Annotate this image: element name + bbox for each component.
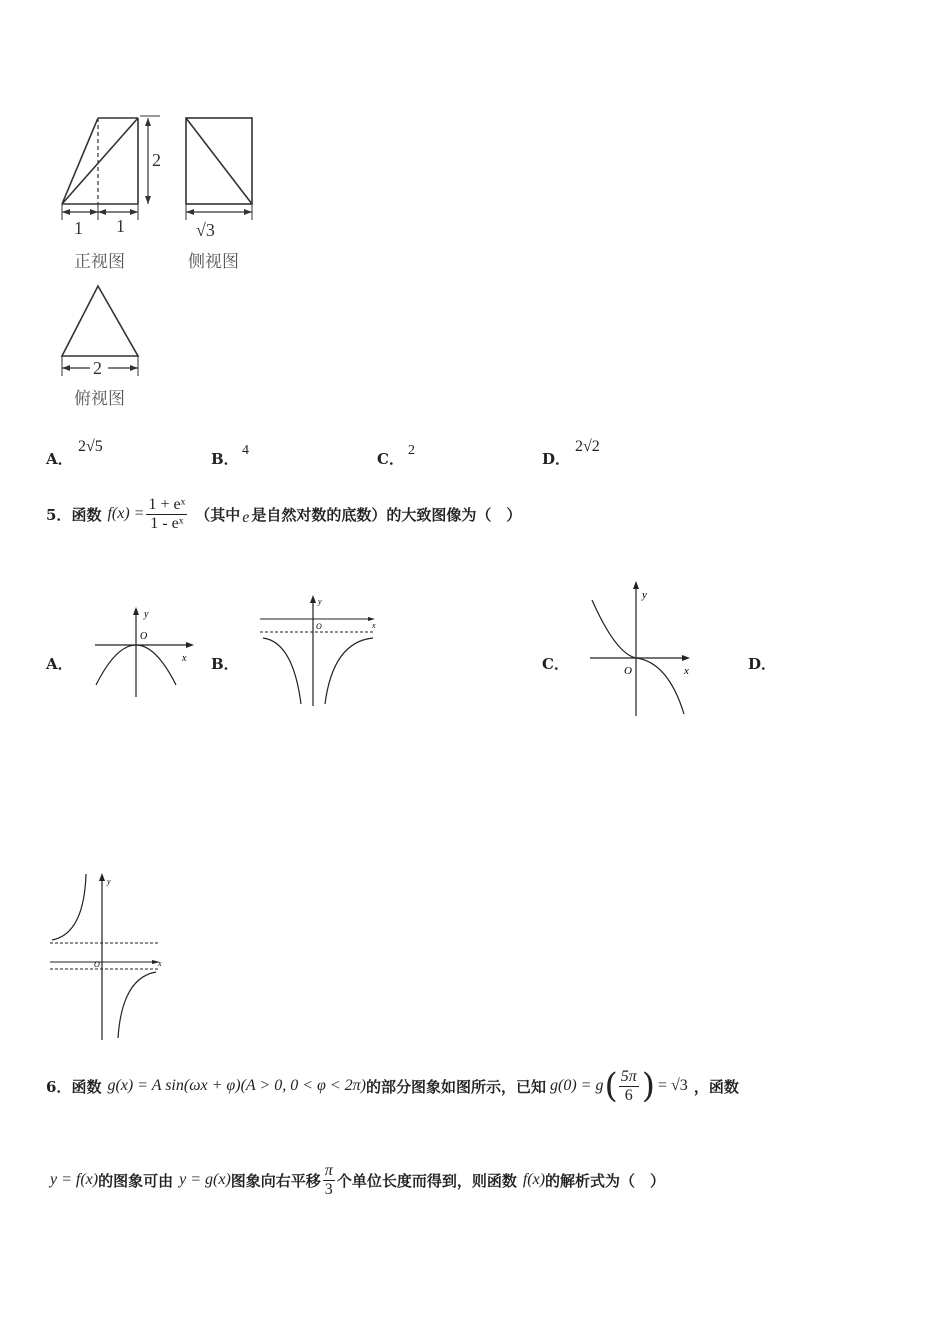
q6-g-definition: g(x) = A sin(ωx + φ)(A > 0, 0 < φ < 2π) <box>107 1077 366 1094</box>
q6-line2-b: 图象向右平移 <box>230 1171 321 1190</box>
q6-paren-left: ( <box>604 1066 618 1106</box>
q6-stem-line2 <box>50 1162 665 1198</box>
q5-graph-b-x-label: x <box>372 621 376 630</box>
q6-line2-d: 的解析式为（ ） <box>545 1171 666 1190</box>
dim-top-label: 2 <box>93 358 102 378</box>
q6-condition-left: g(0) = g <box>550 1077 604 1094</box>
three-views-figure <box>0 100 300 420</box>
q6-shift-fraction <box>323 1162 335 1198</box>
q5-option-d-label: D． <box>748 655 777 673</box>
q6-prefix: 函数 <box>71 1077 102 1096</box>
q5-number: 5． <box>46 505 72 524</box>
q6-line2-a: 的图象可由 <box>98 1171 174 1190</box>
q6-frac-numerator: 5π <box>620 1067 637 1085</box>
q6-line2-f: f(x) <box>522 1171 546 1189</box>
q5-prefix: 函数 <box>71 505 102 524</box>
q5-graph-c-origin: O <box>624 665 632 677</box>
q5-note-rest: 是自然对数的底数）的大致图像为（ ） <box>251 505 522 524</box>
top-view-caption: 俯视图 <box>74 389 125 409</box>
side-view <box>186 118 252 220</box>
q6-frac-denominator: 6 <box>624 1086 633 1104</box>
q6-paren-right: ) <box>641 1066 655 1106</box>
q5-graph-a-x-label: x <box>182 653 187 664</box>
q5-graph-b <box>255 592 385 710</box>
q5-graph-d-origin: O <box>94 960 100 969</box>
q6-shift-denominator: 3 <box>324 1180 333 1198</box>
q5-e-symbol: e <box>242 509 250 527</box>
q5-fraction <box>146 496 187 532</box>
q4-option-d-label: D． <box>542 450 571 468</box>
q4-option-d-value: 2√2 <box>575 438 600 455</box>
side-view-caption: 侧视图 <box>188 252 239 272</box>
q5-option-a-label: A． <box>46 655 73 673</box>
q6-stem-line1 <box>46 1066 739 1106</box>
q5-numerator: 1 + eˣ <box>148 496 186 513</box>
q6-condition-right: = √3 <box>658 1077 688 1094</box>
q4-option-a-value: 2√5 <box>78 438 103 455</box>
q4-option-a-label: A． <box>46 450 73 468</box>
front-view <box>62 116 160 220</box>
q5-graph-c-x-label: x <box>684 665 689 677</box>
q5-option-b-label: B． <box>211 655 239 673</box>
q5-note-open: （其中 <box>195 505 241 524</box>
dim-height-label: 2 <box>152 150 161 170</box>
q6-line2-y-eq-f: y = f(x) <box>50 1171 99 1189</box>
q6-condition-fraction <box>619 1068 639 1104</box>
q5-graph-c <box>582 578 697 718</box>
q5-graph-b-origin: O <box>316 622 322 631</box>
q4-option-b-value: 4 <box>242 443 249 458</box>
q5-denominator: 1 - eˣ <box>150 514 184 532</box>
front-view-caption: 正视图 <box>74 252 125 272</box>
q5-fx: f(x) = <box>107 505 145 523</box>
q6-mid-text: 的部分图象如图所示，已知 <box>365 1077 546 1096</box>
dim-side-label: √3 <box>196 220 215 240</box>
q5-graph-a-origin: O <box>140 631 148 642</box>
q5-graph-a-y-label: y <box>144 609 149 620</box>
q6-line2-c: 个单位长度而得到，则函数 <box>336 1171 517 1190</box>
q4-option-c-label: C． <box>377 450 404 468</box>
q5-graph-c-y-label: y <box>642 589 647 601</box>
dim-left-label: 1 <box>74 218 83 238</box>
q5-graph-d-y-label: y <box>107 877 111 886</box>
q6-line2-y-eq-g: y = g(x) <box>179 1171 231 1189</box>
q5-graph-b-y-label: y <box>318 597 322 606</box>
q6-number: 6． <box>46 1077 72 1096</box>
q5-graph-d <box>46 868 171 1043</box>
q5-stem <box>46 496 521 532</box>
q6-shift-numerator: π <box>324 1162 333 1179</box>
q6-tail: ，函数 <box>693 1077 739 1096</box>
q5-graph-d-x-label: x <box>158 959 162 968</box>
q4-option-c-value: 2 <box>408 443 415 458</box>
q5-option-c-label: C． <box>542 655 569 673</box>
q4-option-b-label: B． <box>211 450 239 468</box>
q5-graph-a <box>90 605 200 700</box>
dim-right-label: 1 <box>116 216 125 236</box>
